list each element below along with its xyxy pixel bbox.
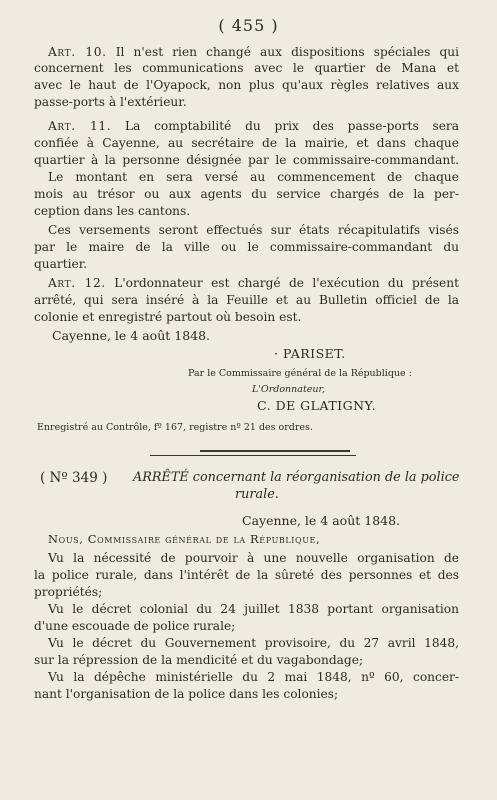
art12-label: Art. 12. [48, 276, 106, 290]
art10-line-4: passe-ports à l'extérieur. [34, 95, 187, 109]
art11-line-1: Art. 11. La comptabilité du prix des passe-ports sera [48, 119, 460, 133]
signing-date: Cayenne, le 4 août 1848. [52, 328, 211, 343]
versements-line-2: par le maire de la ville ou le commissaire-commandant du [34, 240, 459, 254]
art11-label: Art. 11. [48, 119, 112, 133]
ordonnateur-title: L'Ordonnateur, [252, 384, 326, 395]
page-number: ( 455 ) [218, 16, 279, 35]
art12-line-1: Art. 12. L'ordonnateur est chargé de l'exécution du présent [48, 276, 460, 290]
montant-line-2: mois au trésor ou aux agents du service chargés de la per- [34, 187, 459, 201]
versements-line-3: quartier. [34, 257, 88, 271]
considerant-line-6: Vu le décret du Gouvernement provisoire, du 27 avril 1848, [48, 636, 459, 650]
considerant-line-9: nant l'organisation de la police dans les colonies; [34, 687, 339, 701]
considerant-line-2: la police rurale, dans l'intérêt de la sûreté des personnes et des [34, 568, 459, 582]
considerant-line-1: Vu la nécessité de pourvoir à une nouvelle organisation de [48, 551, 459, 565]
signature-pariset: · PARISET. [274, 346, 346, 361]
arrete-date: Cayenne, le 4 août 1848. [242, 513, 401, 528]
art12-line-3: colonie et enregistré partout où besoin est. [34, 310, 302, 324]
montant-line-3: ception dans les cantons. [34, 204, 191, 218]
art12-line-2: arrêté, qui sera inséré à la Feuille et au Bulletin officiel de la [34, 293, 459, 307]
considerant-line-5: d'une escouade de police rurale; [34, 619, 236, 633]
art11-line-2: confiée à Cayenne, au secrétaire de la mairie, et dans chaque [34, 136, 459, 150]
enregistrement-note: Enregistré au Contrôle, fº 167, registre nº 21 des ordres. [37, 422, 313, 433]
considerant-line-3: propriétés; [34, 585, 103, 599]
art10-label: Art. 10. [48, 45, 107, 59]
montant-line-1: Le montant en sera versé au commencement de chaque [48, 170, 459, 184]
arrete-title-line-1: ARRÊTÉ concernant la réorganisation de la police [133, 470, 460, 485]
art10-line-1: Art. 10. Il n'est rien changé aux dispositions spéciales qui [48, 45, 459, 59]
considerant-line-7: sur la répression de la mendicité et du vagabondage; [34, 653, 364, 667]
separator-rule-thin [150, 455, 356, 456]
art11-line-3: quartier à la personne désignée par le commissaire-commandant. [34, 153, 459, 167]
separator-rule-thick [200, 450, 350, 452]
par-le-commissaire: Par le Commissaire général de la République : [188, 368, 412, 379]
considerant-line-4: Vu le décret colonial du 24 juillet 1838 portant organisation [48, 602, 459, 616]
signature-glatigny: C. DE GLATIGNY. [257, 398, 377, 413]
art10-line-2: concernent les communications avec le quartier de Mana et [34, 61, 459, 75]
considerant-line-8: Vu la dépêche ministérielle du 2 mai 1848, nº 60, concer- [48, 670, 459, 684]
versements-line-1: Ces versements seront effectués sur états récapitulatifs visés [48, 223, 459, 237]
arrete-number: ( Nº 349 ) [40, 470, 108, 486]
art10-line-3: avec le haut de l'Oyapock, non plus qu'aux règles relatives aux [34, 78, 459, 92]
arrete-title-line-2: rurale. [235, 487, 279, 502]
nous-commissaire: Nous, Commissaire général de la République, [48, 532, 321, 546]
